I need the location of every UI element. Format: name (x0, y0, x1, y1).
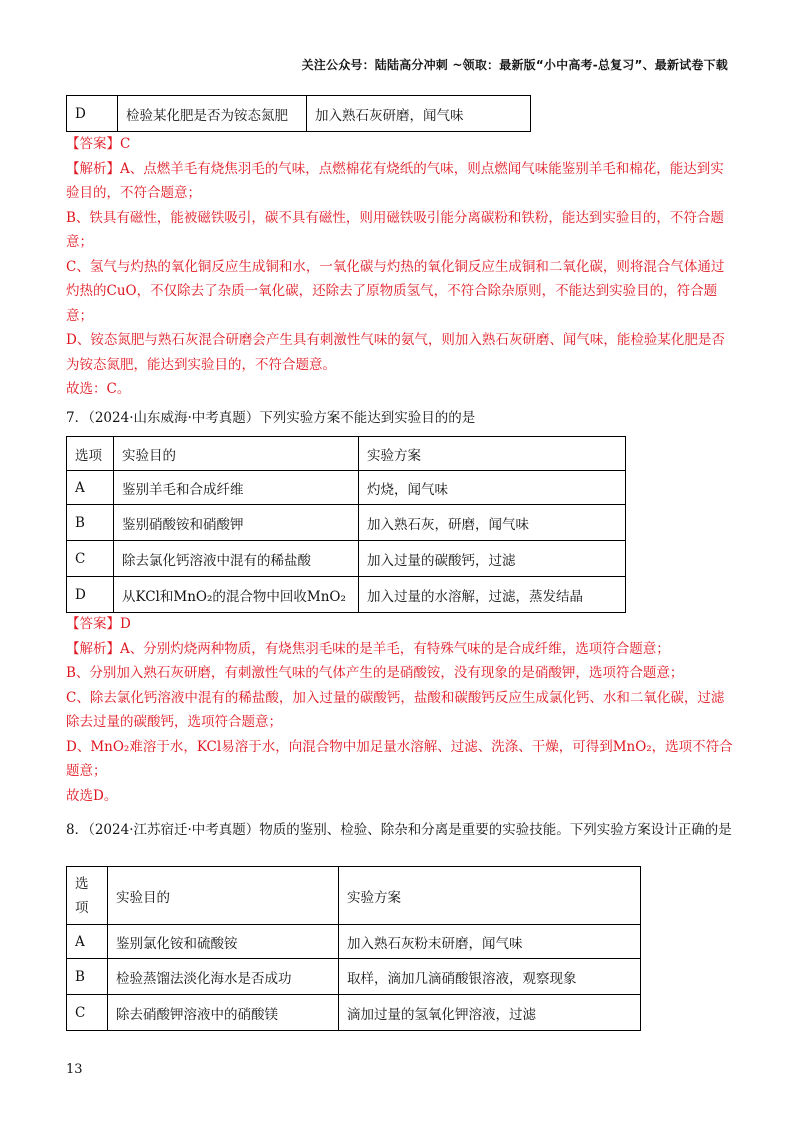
prev-question-table (66, 95, 531, 132)
goal-cell: 从KCl和MnO₂的混合物中回收MnO₂ (114, 577, 359, 613)
goal-cell: 检验蒸馏法淡化海水是否成功 (108, 959, 339, 995)
q6-answer: 【答案】C (66, 136, 131, 152)
table-row (67, 577, 626, 613)
q6-answer-block (66, 132, 734, 402)
q6-analysis-b: B、铁具有磁性，能被磁铁吸引，碳不具有磁性，则用磁铁吸引能分离碳粉和铁粉，能达到实验目的，不符合题意； (66, 209, 724, 250)
q6-analysis-c: C、氢气与灼热的氧化铜反应生成铜和水，一氧化碳与灼热的氧化铜反应生成铜和二氧化碳，则将混合气体通过灼热的CuO，不仅除去了杂质一氧化碳，还除去了原物质氢气，不符合除杂原则，不能达到实验目的，符合题意； (66, 258, 725, 324)
option-cell: A (67, 925, 108, 959)
option-cell: A (67, 471, 114, 505)
q7-table (66, 436, 626, 613)
q7-stem: 7．（2024·山东威海·中考真题）下列实验方案不能达到实验目的的是 (66, 410, 476, 426)
option-cell: B (67, 959, 108, 995)
table-header-row (67, 867, 641, 925)
q8-table (66, 866, 641, 1031)
header-plan: 实验方案 (339, 867, 641, 925)
q6-conclusion: 故选：C。 (66, 381, 131, 397)
header-goal: 实验目的 (114, 437, 359, 471)
q7-conclusion: 故选D。 (66, 787, 118, 804)
plan-cell: 加入熟石灰粉末研磨，闻气味 (339, 925, 641, 959)
table-row (67, 505, 626, 541)
option-cell: C (67, 541, 114, 577)
option-cell: B (67, 505, 114, 541)
table-row (67, 925, 641, 959)
plan-cell: 滴加过量的氢氧化钾溶液，过滤 (339, 995, 641, 1031)
q6-analysis-d: D、铵态氮肥与熟石灰混合研磨会产生具有刺激性气味的氨气，则加入熟石灰研磨、闻气味，能检验某化肥是否为铵态氮肥，能达到实验目的，不符合题意。 (66, 332, 725, 373)
goal-cell: 除去氯化钙溶液中混有的稀盐酸 (114, 541, 359, 577)
table-row (67, 96, 531, 132)
goal-cell: 除去硝酸钾溶液中的硝酸镁 (108, 995, 339, 1031)
q7-answer-block (66, 612, 734, 808)
plan-cell: 灼烧，闻气味 (359, 471, 626, 505)
table-row (67, 541, 626, 577)
plan-cell: 加入熟石灰，研磨，闻气味 (359, 505, 626, 541)
header-plan: 实验方案 (359, 437, 626, 471)
table-row (67, 995, 641, 1031)
table-header-row (67, 437, 626, 471)
plan-cell: 加入熟石灰研磨，闻气味 (307, 96, 531, 132)
plan-cell: 加入过量的水溶解，过滤，蒸发结晶 (359, 577, 626, 613)
q8-stem: 8．（2024·江苏宿迁·中考真题）物质的鉴别、检验、除杂和分离是重要的实验技能。下列实验方案设计正确的是 (66, 822, 732, 838)
table-row (67, 959, 641, 995)
option-cell: D (67, 577, 114, 613)
header-option: 选项 (67, 867, 108, 925)
q7-answer: 【答案】D (66, 616, 131, 632)
plan-cell: 加入过量的碳酸钙，过滤 (359, 541, 626, 577)
goal-cell: 检验某化肥是否为铵态氮肥 (118, 96, 307, 132)
header-option: 选项 (67, 437, 114, 471)
q6-analysis-a: 【解析】A、点燃羊毛有烧焦羽毛的气味，点燃棉花有烧纸的气味，则点燃闻气味能鉴别羊毛和棉花，能达到实验目的，不符合题意； (66, 160, 724, 201)
option-cell: D (67, 96, 118, 132)
plan-cell: 取样，滴加几滴硝酸银溶液，观察现象 (339, 959, 641, 995)
page-number: 13 (66, 1062, 83, 1077)
q7-analysis-a: 【解析】A、分别灼烧两种物质，有烧焦羽毛味的是羊毛，有特殊气味的是合成纤维，选项符合题意； (66, 640, 670, 657)
goal-cell: 鉴别硝酸铵和硝酸钾 (114, 505, 359, 541)
goal-cell: 鉴别氯化铵和硫酸铵 (108, 925, 339, 959)
q7-analysis-c: C、除去氯化钙溶液中混有的稀盐酸，加入过量的碳酸钙，盐酸和碳酸钙反应生成氯化钙、水和二氧化碳，过滤除去过量的碳酸钙，选项符合题意； (66, 689, 725, 730)
header-goal: 实验目的 (108, 867, 339, 925)
page-header: 关注公众号：陆陆高分冲刺 ~领取：最新版“小中高考-总复习”、最新试卷下载 (301, 58, 728, 72)
table-row (67, 471, 626, 505)
goal-cell: 鉴别羊毛和合成纤维 (114, 471, 359, 505)
q7-analysis-b: B、分别加入熟石灰研磨，有刺激性气味的气体产生的是硝酸铵，没有现象的是硝酸钾，选项符合题意； (66, 665, 684, 681)
option-cell: C (67, 995, 108, 1031)
q7-analysis-d: D、MnO₂难溶于水，KCl易溶于水，向混合物中加足量水溶解、过滤、洗涤、干燥，可得到MnO₂，选项不符合题意； (66, 738, 733, 779)
